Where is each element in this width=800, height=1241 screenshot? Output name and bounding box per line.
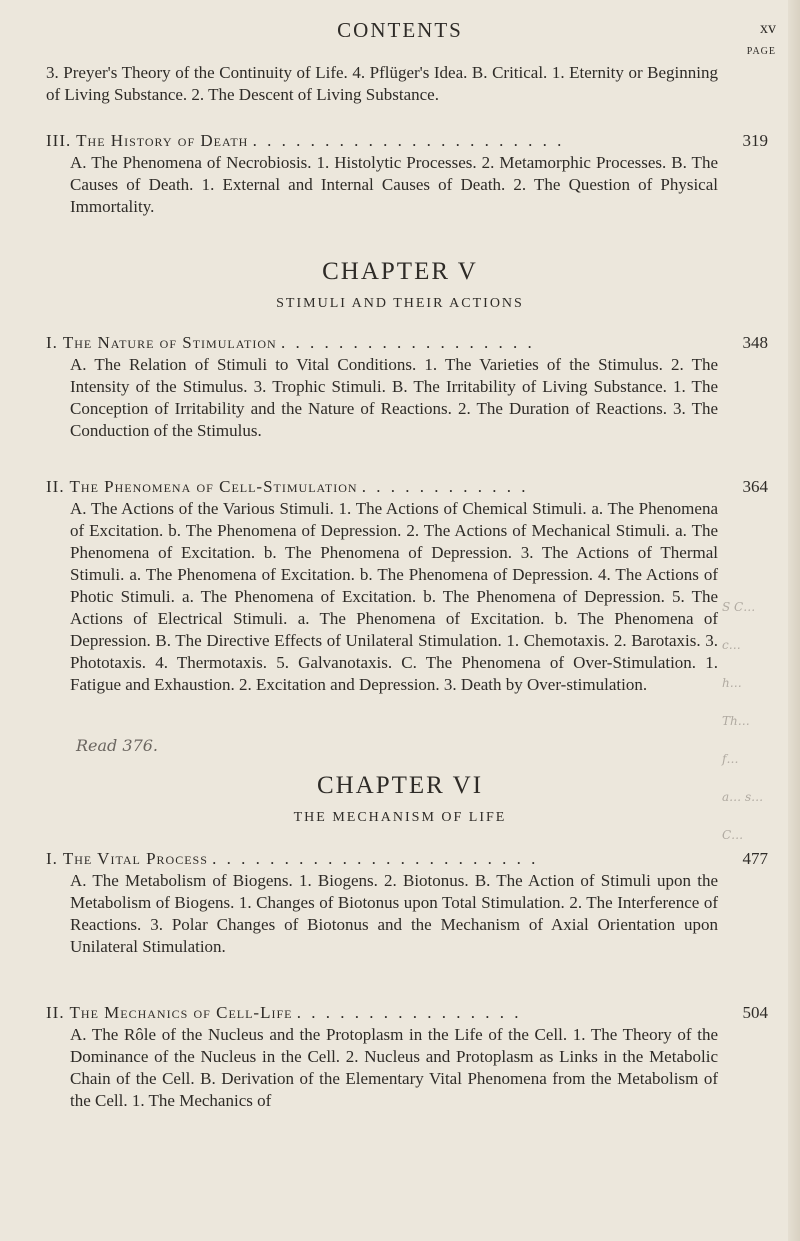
section-page: 477 [742,849,768,868]
toc-section-mechanics-of-cell-life [46,1002,768,1024]
margin-note: C… [722,828,744,842]
toc-section-nature-of-stimulation [46,332,768,354]
page-number: xv [760,20,776,37]
chapter-title: CHAPTER VI [316,772,484,799]
margin-note: c… [722,638,741,652]
section-title: I. The Nature of Stimulation [46,333,277,352]
chapter-title: CHAPTER V [322,258,478,285]
toc-section-body: A. The Relation of Stimuli to Vital Conditions. 1. The Varieties of the Stimulus. 2. The Intensity of the Stimulus. 3. Trophic Stimuli. B. The Irritability of Living Substance. 1. The Conception of Irritability and the Nature of Reactions. 2. The Duration of Reactions. 3. The Conduction of the Stimulus. [70,355,718,440]
toc-section-history-of-death [46,130,768,152]
page-column-label: PAGE [746,46,776,57]
section-page: 364 [742,477,768,496]
dot-leaders: . . . . . . . . . . . . . . . . . . . . . . . [212,849,539,868]
section-title: II. The Phenomena of Cell-Stimulation [46,477,358,496]
section-page: 504 [742,1003,768,1022]
margin-note: h… [722,676,742,690]
handwritten-note: Read 376. [76,736,159,755]
margin-note: f… [722,752,739,766]
margin-note: S C… [722,600,756,614]
dot-leaders: . . . . . . . . . . . . . . . . . . . . . . [252,131,565,150]
section-title: II. The Mechanics of Cell-Life [46,1003,293,1022]
dot-leaders: . . . . . . . . . . . . . . . . [296,1003,522,1022]
toc-section-body: A. The Rôle of the Nucleus and the Protoplasm in the Life of the Cell. 1. The Theory of the Dominance of the Nucleus in the Cell. 2. Nucleus and Protoplasm as Links in the Metabolic Chain of the Cell. B. Derivation of the Elementary Vital Phenomena from the Metabolism of the Cell. 1. The Mechanics of [70,1025,718,1110]
page-edge-shadow [788,0,800,1241]
toc-section-body: A. The Actions of the Various Stimuli. 1. The Actions of Chemical Stimuli. a. The Phenomena of Excitation. b. The Phenomena of Depression. 2. The Actions of Mechanical Stimuli. a. The Phenomena of Excitation. b. The Phenomena of Depression. 3. The Actions of Thermal Stimuli. a. The Phenomena of Excitation. b. The Phenomena of Depression. 4. The Actions of Photic Stimuli. a. The Phenomena of Excitation. b. The Phenomena of Depression. 5. The Actions of Electrical Stimuli. a. The Phenomena of Excitation. b. The Phenomena of Depression. B. The Directive Effects of Unilateral Stimulation. 1. Chemotaxis. 2. Barotaxis. 3. Phototaxis. 4. Thermotaxis. 5. Galvanotaxis. C. The Phenomena of Over-Stimulation. 1. Fatigue and Exhaustion. 2. Excitation and Depression. 3. Death by Over-stimulation. [70,499,718,694]
dot-leaders: . . . . . . . . . . . . [361,477,529,496]
toc-continuation: 3. Preyer's Theory of the Continuity of Life. 4. Pflüger's Idea. B. Critical. 1. Eternity or Beginning of Living Substance. 2. The Descent of Living Substance. [46,63,718,104]
section-title: I. The Vital Process [46,849,208,868]
toc-section-body: A. The Metabolism of Biogens. 1. Biogens. 2. Biotonus. B. The Action of Stimuli upon the Metabolism of Biogens. 1. Changes of Biotonus upon Total Stimulation. 2. The Interference of Reactions. 3. Polar Changes of Biotonus and the Mechanism of Axial Orientation upon Unilateral Stimulation. [70,871,718,956]
section-page: 319 [742,131,768,150]
margin-note: Th… [722,714,750,728]
chapter-subtitle: STIMULI AND THEIR ACTIONS [276,296,524,311]
toc-section-body: A. The Phenomena of Necrobiosis. 1. Histolytic Processes. 2. Metamorphic Processes. B. The Causes of Death. 1. External and Internal Causes of Death. 2. The Question of Physical Immortality. [70,153,718,216]
running-head: CONTENTS [337,18,463,42]
dot-leaders: . . . . . . . . . . . . . . . . . . [280,333,535,352]
chapter-subtitle: THE MECHANISM OF LIFE [293,810,507,825]
toc-section-vital-process [46,848,768,870]
margin-notes [722,600,792,866]
section-title: III. The History of Death [46,131,249,150]
margin-note: a… s… [722,790,764,804]
section-page: 348 [742,333,768,352]
toc-section-cell-stimulation [46,476,768,498]
